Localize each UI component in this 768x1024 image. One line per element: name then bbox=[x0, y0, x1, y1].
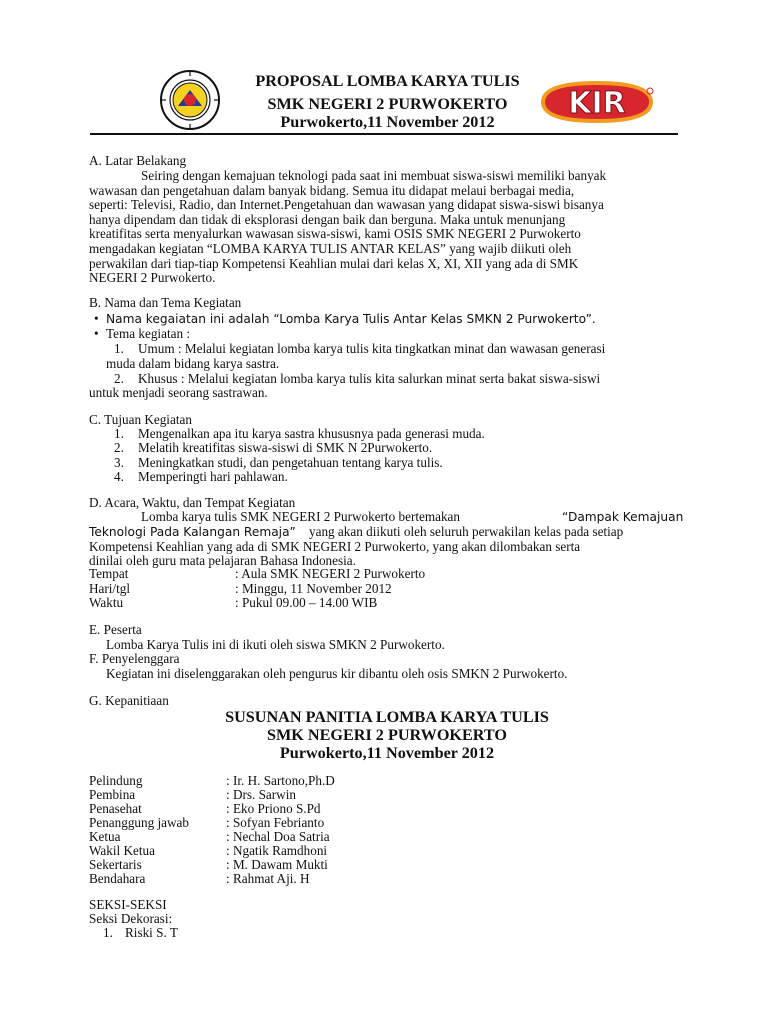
committee-role: Penanggung jawab bbox=[89, 815, 189, 830]
committee-name: : M. Dawam Mukti bbox=[226, 857, 328, 872]
list-text: muda dalam bidang karya sastra. bbox=[106, 356, 280, 371]
detail-label: Waktu bbox=[89, 595, 124, 610]
committee-name: : Rahmat Aji. H bbox=[226, 871, 310, 886]
committee-date: Purwokerto,11 November 2012 bbox=[279, 744, 495, 762]
committee-name: : Ngatik Ramdhoni bbox=[226, 843, 328, 858]
section-a-line: hanya dipendam dan tidak di eksplorasi dengan baik dan berguna. Maka untuk menunjang bbox=[89, 211, 566, 227]
committee-role: Bendahara bbox=[89, 871, 146, 886]
detail-value: : Aula SMK NEGERI 2 Purwokerto bbox=[235, 566, 426, 581]
section-a-line: kreatifitas serta menyalurkan wawasan siswa-siswi, kami OSIS SMK NEGERI 2 Purwokerto bbox=[89, 226, 581, 242]
section-d-heading: D. Acara, Waktu, dan Tempat Kegiatan bbox=[89, 495, 296, 510]
list-text: Meningkatkan studi, dan pengetahuan tentang karya tulis. bbox=[138, 455, 443, 470]
list-text: Riski S. T bbox=[125, 925, 178, 940]
committee-role: Pembina bbox=[89, 787, 136, 802]
section-g-heading: G. Kepanitiaan bbox=[89, 693, 169, 708]
committee-school: SMK NEGERI 2 PURWOKERTO bbox=[266, 726, 508, 744]
committee-role: Wakil Ketua bbox=[89, 843, 155, 858]
kir-logo bbox=[537, 77, 657, 127]
section-d-text: Lomba karya tulis SMK NEGERI 2 Purwokerto bertemakan bbox=[141, 509, 460, 524]
committee-role: Penasehat bbox=[89, 801, 142, 816]
section-d-text: dinilai oleh guru mata pelajaran Bahasa Indonesia. bbox=[89, 553, 356, 568]
bullet-dot-icon: • bbox=[94, 311, 99, 326]
committee-role: Ketua bbox=[89, 829, 121, 844]
committee-name: : Drs. Sarwin bbox=[226, 787, 296, 802]
bullet-item bbox=[94, 312, 596, 327]
list-text: Umum : Melalui kegiatan lomba karya tulis kita tingkatkan minat dan wawasan generasi bbox=[138, 341, 606, 356]
bullet-item bbox=[94, 327, 190, 342]
section-f-text: Kegiatan ini diselenggarakan oleh pengurus kir dibantu oleh osis SMKN 2 Purwokerto. bbox=[106, 666, 568, 681]
list-number: 1. bbox=[114, 341, 124, 356]
seksi-heading: SEKSI-SEKSI bbox=[89, 897, 167, 912]
committee-title: SUSUNAN PANITIA LOMBA KARYA TULIS bbox=[225, 708, 549, 726]
committee-name: : Sofyan Febrianto bbox=[226, 815, 325, 830]
committee-row bbox=[89, 872, 310, 887]
committee-role: Sekertaris bbox=[89, 857, 142, 872]
svg-text:KIR: KIR bbox=[568, 86, 626, 121]
committee-name: : Ir. H. Sartono,Ph.D bbox=[226, 773, 335, 788]
section-a-line: NEGERI 2 Purwokerto. bbox=[89, 270, 216, 286]
section-d-text: Teknologi Pada Kalangan Remaja” bbox=[89, 525, 296, 539]
section-d-text: Kompetensi Keahlian yang ada di SMK NEGERI 2 Purwokerto, yang akan dilombakan serta bbox=[89, 539, 581, 554]
committee-name: : Eko Priono S.Pd bbox=[226, 801, 321, 816]
list-text: Mengenalkan apa itu karya sastra khususnya pada generasi muda. bbox=[138, 426, 485, 441]
school-name: SMK NEGERI 2 PURWOKERTO bbox=[267, 95, 508, 113]
committee-role: Pelindung bbox=[89, 773, 143, 788]
section-c-heading: C. Tujuan Kegiatan bbox=[89, 412, 192, 427]
section-f-heading: F. Penyelenggara bbox=[89, 651, 180, 666]
list-number: 4. bbox=[114, 469, 124, 484]
section-a-body bbox=[89, 169, 679, 286]
bullet-text: Nama kegaiatan ini adalah “Lomba Karya Tulis Antar Kelas SMKN 2 Purwokerto”. bbox=[106, 312, 596, 326]
proposal-date: Purwokerto,11 November 2012 bbox=[280, 113, 495, 131]
list-number: 1. bbox=[103, 925, 113, 940]
detail-row bbox=[89, 596, 377, 611]
section-a-line: perwakilan dari tiap-tiap Kompetensi Keahlian mulai dari kelas X, XI, XII yang ada di SMK bbox=[89, 255, 579, 271]
section-d-text: “Dampak Kemajuan bbox=[562, 510, 684, 524]
section-e-text: Lomba Karya Tulis ini di ikuti oleh siswa SMKN 2 Purwokerto. bbox=[106, 637, 445, 652]
header-divider bbox=[90, 133, 678, 135]
bullet-dot-icon: • bbox=[94, 326, 99, 341]
section-e-heading: E. Peserta bbox=[89, 622, 142, 637]
school-emblem-logo bbox=[150, 70, 230, 130]
detail-value: : Pukul 09.00 – 14.00 WIB bbox=[235, 595, 378, 610]
list-text: untuk menjadi seorang sastrawan. bbox=[89, 385, 268, 400]
section-a-line: wawasan dan pengetahuan dalam banyak bidang. Semua itu didapat melaui berbagai media, bbox=[89, 182, 575, 198]
proposal-title: PROPOSAL LOMBA KARYA TULIS bbox=[255, 72, 520, 90]
section-d-text: yang akan diikuti oleh seluruh perwakilan kelas pada setiap bbox=[309, 524, 624, 539]
detail-row bbox=[89, 567, 425, 582]
committee-name: : Nechal Doa Satria bbox=[226, 829, 330, 844]
section-a-line: seperti: Televisi, Radio, dan Internet.Pengetahuan dan wawasan yang didapat siswa-siswi bisanya bbox=[89, 197, 604, 213]
section-a-heading: A. Latar Belakang bbox=[89, 153, 187, 168]
detail-label: Tempat bbox=[89, 566, 129, 581]
section-a-line: Seiring dengan kemajuan teknologi pada saat ini membuat siswa-siswi memiliki banyak bbox=[141, 168, 607, 183]
list-text: Memperingti hari pahlawan. bbox=[138, 469, 288, 484]
list-number: 1. bbox=[114, 426, 124, 441]
list-number: 3. bbox=[114, 455, 124, 470]
seksi-dekorasi-heading: Seksi Dekorasi: bbox=[89, 911, 173, 926]
list-text: Khusus : Melalui kegiatan lomba karya tulis kita salurkan minat serta bakat siswa-siswi bbox=[138, 371, 601, 386]
list-text: Melatih kreatifitas siswa-siswi di SMK N 2Purwokerto. bbox=[138, 440, 433, 455]
detail-value: : Minggu, 11 November 2012 bbox=[235, 581, 392, 596]
section-a-line: mengadakan kegiatan “LOMBA KARYA TULIS ANTAR KELAS” yang wajib diikuti oleh bbox=[89, 240, 572, 256]
section-b-heading: B. Nama dan Tema Kegiatan bbox=[89, 295, 242, 310]
list-number: 2. bbox=[114, 440, 124, 455]
list-number: 2. bbox=[114, 371, 124, 386]
detail-label: Hari/tgl bbox=[89, 581, 131, 596]
bullet-text: Tema kegiatan : bbox=[106, 326, 191, 341]
